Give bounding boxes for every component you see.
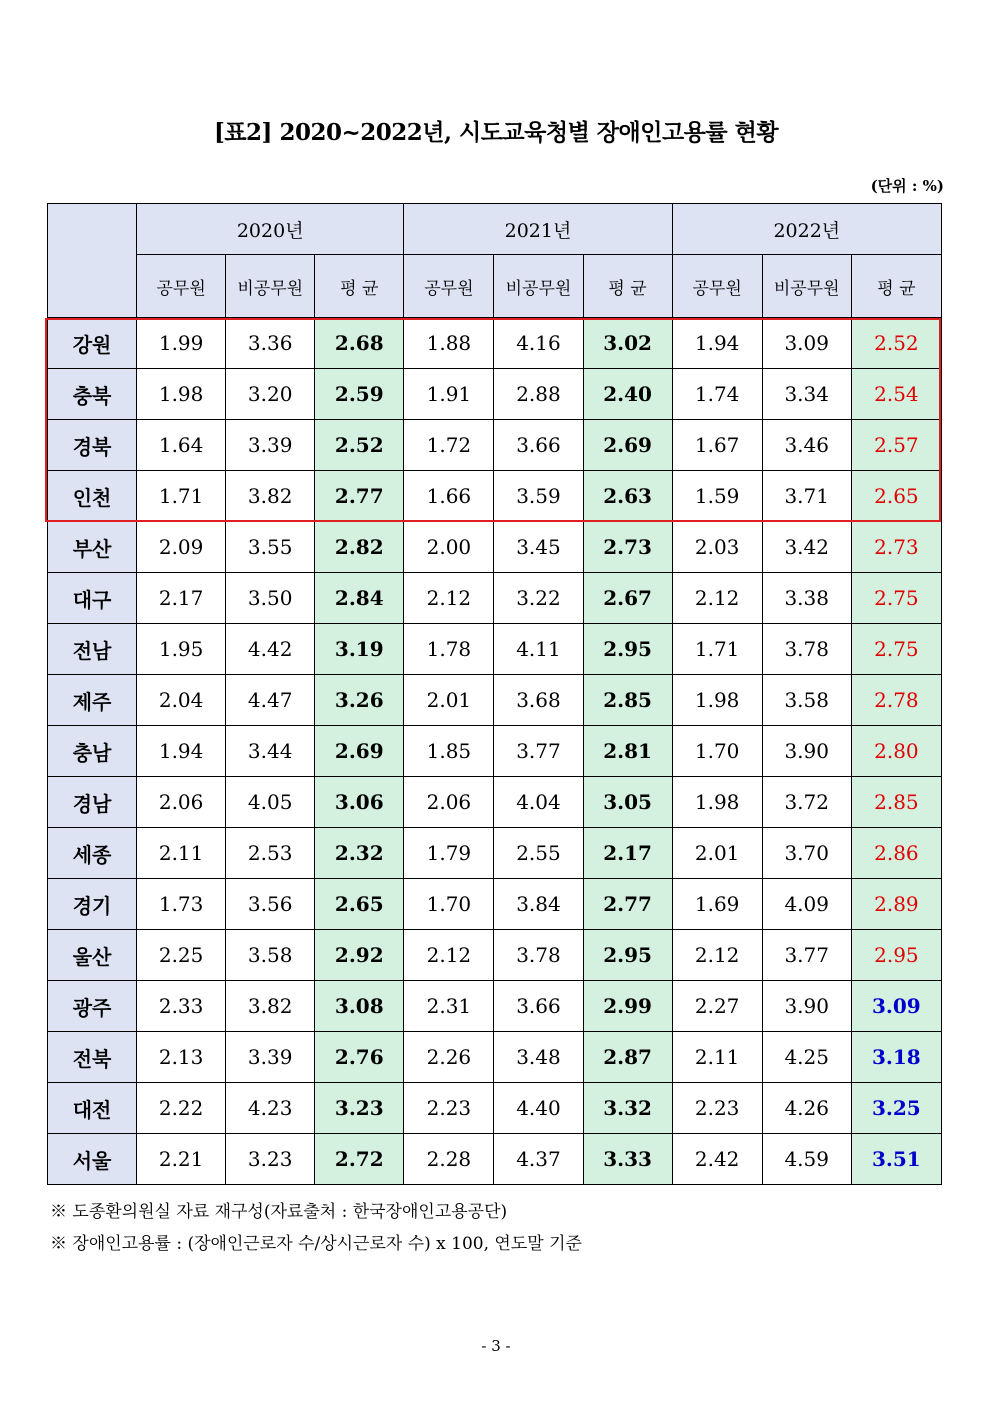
civil-servant-cell: 2.23	[672, 1083, 762, 1134]
average-cell: 2.75	[851, 624, 941, 675]
average-cell: 2.81	[583, 726, 672, 777]
average-cell: 2.73	[851, 522, 941, 573]
non-civil-servant-cell: 4.42	[226, 624, 315, 675]
average-cell: 2.78	[851, 675, 941, 726]
average-cell: 2.77	[583, 879, 672, 930]
table-row	[48, 573, 942, 624]
non-civil-servant-cell: 2.55	[494, 828, 583, 879]
average-cell: 3.05	[583, 777, 672, 828]
non-civil-servant-cell: 3.44	[226, 726, 315, 777]
average-cell: 2.99	[583, 981, 672, 1032]
non-civil-servant-cell: 3.71	[762, 471, 851, 522]
average-cell: 2.73	[583, 522, 672, 573]
col-header-average: 평 균	[583, 255, 672, 318]
civil-servant-cell: 1.98	[672, 777, 762, 828]
col-header-non-civil-servant: 비공무원	[226, 255, 315, 318]
non-civil-servant-cell: 3.78	[494, 930, 583, 981]
region-cell: 서울	[48, 1134, 137, 1185]
table-row	[48, 318, 942, 369]
non-civil-servant-cell: 3.46	[762, 420, 851, 471]
non-civil-servant-cell: 3.58	[762, 675, 851, 726]
non-civil-servant-cell: 3.56	[226, 879, 315, 930]
non-civil-servant-cell: 4.37	[494, 1134, 583, 1185]
non-civil-servant-cell: 3.68	[494, 675, 583, 726]
civil-servant-cell: 2.33	[137, 981, 226, 1032]
region-cell: 경기	[48, 879, 137, 930]
average-cell: 3.51	[851, 1134, 941, 1185]
average-cell: 2.84	[315, 573, 404, 624]
average-cell: 2.68	[315, 318, 404, 369]
employment-rate-table	[47, 203, 942, 1185]
non-civil-servant-cell: 2.53	[226, 828, 315, 879]
table-row	[48, 1032, 942, 1083]
civil-servant-cell: 2.31	[404, 981, 494, 1032]
non-civil-servant-cell: 3.45	[494, 522, 583, 573]
average-cell: 2.69	[583, 420, 672, 471]
civil-servant-cell: 1.66	[404, 471, 494, 522]
average-cell: 2.63	[583, 471, 672, 522]
civil-servant-cell: 1.94	[137, 726, 226, 777]
civil-servant-cell: 2.27	[672, 981, 762, 1032]
average-cell: 2.52	[851, 318, 941, 369]
region-cell: 인천	[48, 471, 137, 522]
average-cell: 2.17	[583, 828, 672, 879]
table-row	[48, 726, 942, 777]
region-cell: 경북	[48, 420, 137, 471]
non-civil-servant-cell: 3.78	[762, 624, 851, 675]
table-row	[48, 777, 942, 828]
average-cell: 2.95	[583, 624, 672, 675]
col-header-non-civil-servant: 비공무원	[494, 255, 583, 318]
civil-servant-cell: 1.78	[404, 624, 494, 675]
civil-servant-cell: 1.94	[672, 318, 762, 369]
civil-servant-cell: 1.59	[672, 471, 762, 522]
average-cell: 2.72	[315, 1134, 404, 1185]
table-row	[48, 369, 942, 420]
region-cell: 제주	[48, 675, 137, 726]
non-civil-servant-cell: 3.34	[762, 369, 851, 420]
average-cell: 2.67	[583, 573, 672, 624]
civil-servant-cell: 2.04	[137, 675, 226, 726]
table-row	[48, 879, 942, 930]
average-cell: 2.65	[315, 879, 404, 930]
civil-servant-cell: 2.12	[672, 573, 762, 624]
civil-servant-cell: 1.70	[404, 879, 494, 930]
col-header-civil-servant: 공무원	[137, 255, 226, 318]
civil-servant-cell: 1.99	[137, 318, 226, 369]
civil-servant-cell: 2.28	[404, 1134, 494, 1185]
non-civil-servant-cell: 3.58	[226, 930, 315, 981]
non-civil-servant-cell: 4.59	[762, 1134, 851, 1185]
civil-servant-cell: 1.98	[137, 369, 226, 420]
civil-servant-cell: 2.42	[672, 1134, 762, 1185]
average-cell: 2.77	[315, 471, 404, 522]
average-cell: 3.09	[851, 981, 941, 1032]
region-cell: 울산	[48, 930, 137, 981]
table-row	[48, 1134, 942, 1185]
col-header-average: 평 균	[315, 255, 404, 318]
non-civil-servant-cell: 2.88	[494, 369, 583, 420]
non-civil-servant-cell: 3.66	[494, 981, 583, 1032]
non-civil-servant-cell: 4.25	[762, 1032, 851, 1083]
non-civil-servant-cell: 3.66	[494, 420, 583, 471]
civil-servant-cell: 2.09	[137, 522, 226, 573]
region-cell: 전남	[48, 624, 137, 675]
average-cell: 3.02	[583, 318, 672, 369]
civil-servant-cell: 2.03	[672, 522, 762, 573]
civil-servant-cell: 1.73	[137, 879, 226, 930]
year-header: 2021년	[404, 204, 672, 255]
region-cell: 충남	[48, 726, 137, 777]
civil-servant-cell: 2.00	[404, 522, 494, 573]
civil-servant-cell: 2.11	[672, 1032, 762, 1083]
col-header-civil-servant: 공무원	[672, 255, 762, 318]
civil-servant-cell: 2.17	[137, 573, 226, 624]
non-civil-servant-cell: 3.90	[762, 981, 851, 1032]
unit-label: (단위 : %)	[870, 177, 944, 195]
average-cell: 2.57	[851, 420, 941, 471]
civil-servant-cell: 2.12	[672, 930, 762, 981]
civil-servant-cell: 1.64	[137, 420, 226, 471]
average-cell: 3.06	[315, 777, 404, 828]
region-cell: 부산	[48, 522, 137, 573]
non-civil-servant-cell: 3.39	[226, 1032, 315, 1083]
page-number: - 3 -	[481, 1337, 511, 1355]
civil-servant-cell: 2.25	[137, 930, 226, 981]
civil-servant-cell: 2.11	[137, 828, 226, 879]
year-header-row	[48, 204, 942, 255]
region-header-cell	[48, 204, 137, 318]
non-civil-servant-cell: 3.22	[494, 573, 583, 624]
average-cell: 2.95	[851, 930, 941, 981]
non-civil-servant-cell: 3.77	[494, 726, 583, 777]
civil-servant-cell: 2.06	[404, 777, 494, 828]
region-cell: 충북	[48, 369, 137, 420]
average-cell: 2.32	[315, 828, 404, 879]
average-cell: 3.08	[315, 981, 404, 1032]
civil-servant-cell: 1.69	[672, 879, 762, 930]
table-row	[48, 1083, 942, 1134]
region-cell: 전북	[48, 1032, 137, 1083]
civil-servant-cell: 1.70	[672, 726, 762, 777]
average-cell: 3.18	[851, 1032, 941, 1083]
non-civil-servant-cell: 3.38	[762, 573, 851, 624]
table-row	[48, 981, 942, 1032]
civil-servant-cell: 1.74	[672, 369, 762, 420]
table-row	[48, 624, 942, 675]
non-civil-servant-cell: 3.48	[494, 1032, 583, 1083]
non-civil-servant-cell: 3.39	[226, 420, 315, 471]
civil-servant-cell: 1.88	[404, 318, 494, 369]
average-cell: 3.33	[583, 1134, 672, 1185]
year-header: 2020년	[137, 204, 404, 255]
region-cell: 강원	[48, 318, 137, 369]
average-cell: 2.85	[583, 675, 672, 726]
average-cell: 2.40	[583, 369, 672, 420]
average-cell: 2.75	[851, 573, 941, 624]
definition-note: ※ 장애인고용률 : (장애인근로자 수/상시근로자 수) x 100, 연도말 기준	[50, 1234, 582, 1254]
civil-servant-cell: 2.06	[137, 777, 226, 828]
average-cell: 2.69	[315, 726, 404, 777]
civil-servant-cell: 2.01	[404, 675, 494, 726]
non-civil-servant-cell: 3.42	[762, 522, 851, 573]
non-civil-servant-cell: 4.40	[494, 1083, 583, 1134]
region-cell: 대구	[48, 573, 137, 624]
non-civil-servant-cell: 3.70	[762, 828, 851, 879]
average-cell: 3.19	[315, 624, 404, 675]
non-civil-servant-cell: 3.09	[762, 318, 851, 369]
col-header-civil-servant: 공무원	[404, 255, 494, 318]
civil-servant-cell: 2.01	[672, 828, 762, 879]
non-civil-servant-cell: 4.16	[494, 318, 583, 369]
table-row	[48, 930, 942, 981]
average-cell: 3.23	[315, 1083, 404, 1134]
civil-servant-cell: 2.21	[137, 1134, 226, 1185]
average-cell: 3.26	[315, 675, 404, 726]
average-cell: 2.76	[315, 1032, 404, 1083]
civil-servant-cell: 1.95	[137, 624, 226, 675]
table-row	[48, 828, 942, 879]
non-civil-servant-cell: 3.77	[762, 930, 851, 981]
region-cell: 경남	[48, 777, 137, 828]
average-cell: 2.89	[851, 879, 941, 930]
average-cell: 2.86	[851, 828, 941, 879]
non-civil-servant-cell: 3.23	[226, 1134, 315, 1185]
non-civil-servant-cell: 3.90	[762, 726, 851, 777]
average-cell: 3.25	[851, 1083, 941, 1134]
col-header-non-civil-servant: 비공무원	[762, 255, 851, 318]
non-civil-servant-cell: 3.55	[226, 522, 315, 573]
average-cell: 2.95	[583, 930, 672, 981]
region-cell: 대전	[48, 1083, 137, 1134]
civil-servant-cell: 1.71	[137, 471, 226, 522]
average-cell: 2.59	[315, 369, 404, 420]
average-cell: 2.80	[851, 726, 941, 777]
table-body	[48, 318, 942, 1185]
non-civil-servant-cell: 3.72	[762, 777, 851, 828]
civil-servant-cell: 2.12	[404, 930, 494, 981]
average-cell: 2.92	[315, 930, 404, 981]
civil-servant-cell: 2.26	[404, 1032, 494, 1083]
civil-servant-cell: 1.72	[404, 420, 494, 471]
source-note: ※ 도종환의원실 자료 재구성(자료출처 : 한국장애인고용공단)	[50, 1202, 508, 1222]
table-row	[48, 675, 942, 726]
non-civil-servant-cell: 3.50	[226, 573, 315, 624]
average-cell: 2.52	[315, 420, 404, 471]
non-civil-servant-cell: 3.59	[494, 471, 583, 522]
non-civil-servant-cell: 4.47	[226, 675, 315, 726]
table-row	[48, 471, 942, 522]
civil-servant-cell: 1.85	[404, 726, 494, 777]
region-cell: 광주	[48, 981, 137, 1032]
civil-servant-cell: 1.98	[672, 675, 762, 726]
average-cell: 2.87	[583, 1032, 672, 1083]
civil-servant-cell: 1.71	[672, 624, 762, 675]
non-civil-servant-cell: 4.09	[762, 879, 851, 930]
table-row	[48, 522, 942, 573]
non-civil-servant-cell: 4.23	[226, 1083, 315, 1134]
civil-servant-cell: 2.23	[404, 1083, 494, 1134]
average-cell: 2.65	[851, 471, 941, 522]
region-cell: 세종	[48, 828, 137, 879]
non-civil-servant-cell: 3.36	[226, 318, 315, 369]
year-header: 2022년	[672, 204, 941, 255]
non-civil-servant-cell: 4.04	[494, 777, 583, 828]
col-header-average: 평 균	[851, 255, 941, 318]
civil-servant-cell: 2.22	[137, 1083, 226, 1134]
non-civil-servant-cell: 3.20	[226, 369, 315, 420]
civil-servant-cell: 1.67	[672, 420, 762, 471]
average-cell: 3.32	[583, 1083, 672, 1134]
subheader-row	[48, 255, 942, 318]
civil-servant-cell: 2.13	[137, 1032, 226, 1083]
non-civil-servant-cell: 3.82	[226, 981, 315, 1032]
non-civil-servant-cell: 3.84	[494, 879, 583, 930]
non-civil-servant-cell: 4.26	[762, 1083, 851, 1134]
table-row	[48, 420, 942, 471]
civil-servant-cell: 1.79	[404, 828, 494, 879]
page-title: [표2] 2020~2022년, 시도교육청별 장애인고용률 현황	[213, 119, 779, 146]
average-cell: 2.82	[315, 522, 404, 573]
average-cell: 2.54	[851, 369, 941, 420]
non-civil-servant-cell: 4.05	[226, 777, 315, 828]
civil-servant-cell: 1.91	[404, 369, 494, 420]
average-cell: 2.85	[851, 777, 941, 828]
non-civil-servant-cell: 4.11	[494, 624, 583, 675]
civil-servant-cell: 2.12	[404, 573, 494, 624]
non-civil-servant-cell: 3.82	[226, 471, 315, 522]
